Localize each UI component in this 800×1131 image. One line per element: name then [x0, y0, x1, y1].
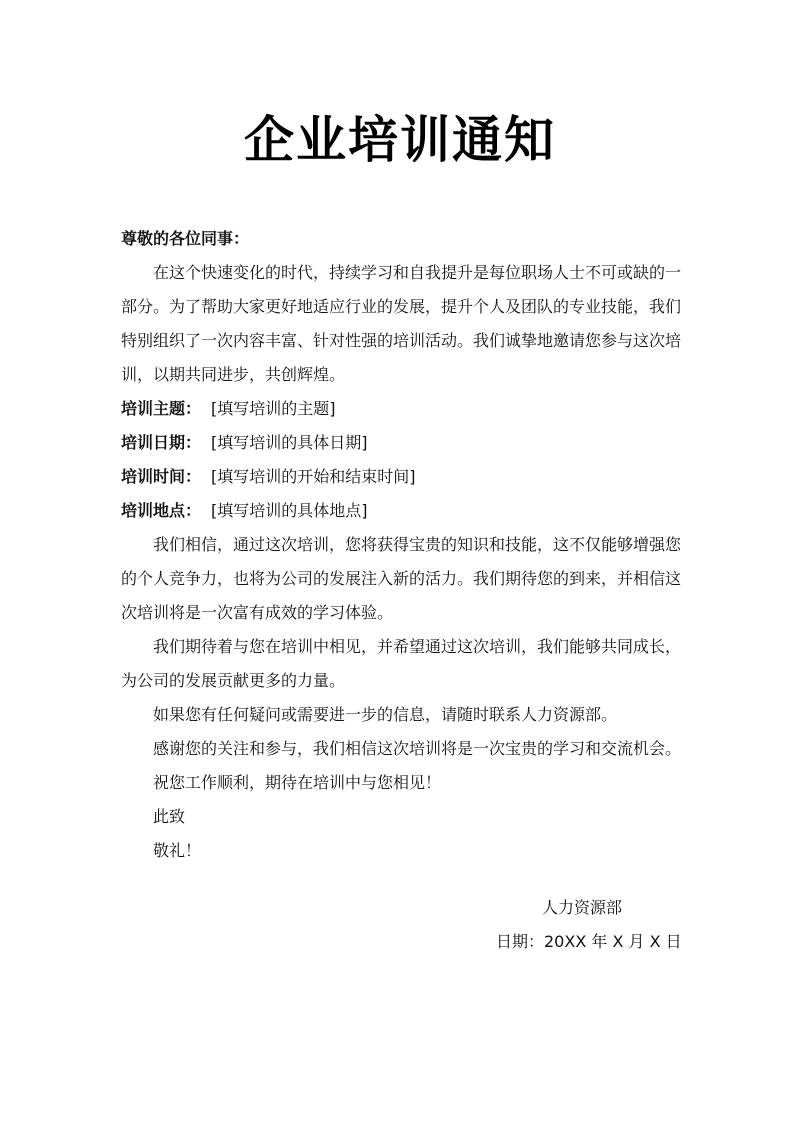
- intro-line-1: 在这个快速变化的时代，持续学习和自我提升是每位职场人士不可或缺的一: [153, 263, 682, 282]
- field-topic: [121, 392, 681, 426]
- intro-line-3: 特别组织了一次内容丰富、针对性强的培训活动。我们诚挚地邀请您参与这次培: [121, 331, 682, 350]
- document-body: [121, 222, 681, 868]
- signature-department: 人力资源部: [542, 898, 623, 917]
- salutation: 尊敬的各位同事：: [121, 229, 250, 248]
- field-date-value: [填写培训的具体日期]: [211, 433, 368, 452]
- para6: 祝您工作顺利，期待在培训中与您相见！: [153, 773, 442, 792]
- field-time-label: 培训时间：: [121, 467, 202, 486]
- field-time-value: [填写培训的开始和结束时间]: [211, 467, 416, 486]
- para2-line-2: 的个人竞争力，也将为公司的发展注入新的活力。我们期待您的到来，并相信这: [121, 569, 682, 588]
- closing-ci-zhi: 此致: [153, 807, 186, 826]
- field-date: [121, 426, 681, 460]
- para4: 如果您有任何疑问或需要进一步的信息，请随时联系人力资源部。: [153, 705, 618, 724]
- field-location: [121, 494, 681, 528]
- field-time: [121, 460, 681, 494]
- field-date-label: 培训日期：: [121, 433, 202, 452]
- closing-jing-li: 敬礼！: [153, 841, 202, 860]
- para2-line-3: 次培训将是一次富有成效的学习体验。: [121, 603, 394, 622]
- intro-line-2: 部分。为了帮助大家更好地适应行业的发展，提升个人及团队的专业技能，我们: [121, 297, 682, 316]
- signature-date: 日期：20XX 年 X 月 X 日: [496, 932, 682, 951]
- field-topic-label: 培训主题：: [121, 399, 202, 418]
- intro-line-4: 训，以期共同进步，共创辉煌。: [121, 365, 346, 384]
- para3-line-2: 为公司的发展贡献更多的力量。: [121, 671, 346, 690]
- para3-line-1: 我们期待着与您在培训中相见，并希望通过这次培训，我们能够共同成长，: [153, 637, 682, 656]
- field-location-label: 培训地点：: [121, 501, 202, 520]
- document-title: 企业培训通知: [244, 111, 556, 169]
- para2-line-1: 我们相信，通过这次培训，您将获得宝贵的知识和技能，这不仅能够增强您: [153, 535, 682, 554]
- para5: 感谢您的关注和参与，我们相信这次培训将是一次宝贵的学习和交流机会。: [153, 739, 682, 758]
- field-location-value: [填写培训的具体地点]: [211, 501, 368, 520]
- field-topic-value: [填写培训的主题]: [211, 399, 336, 418]
